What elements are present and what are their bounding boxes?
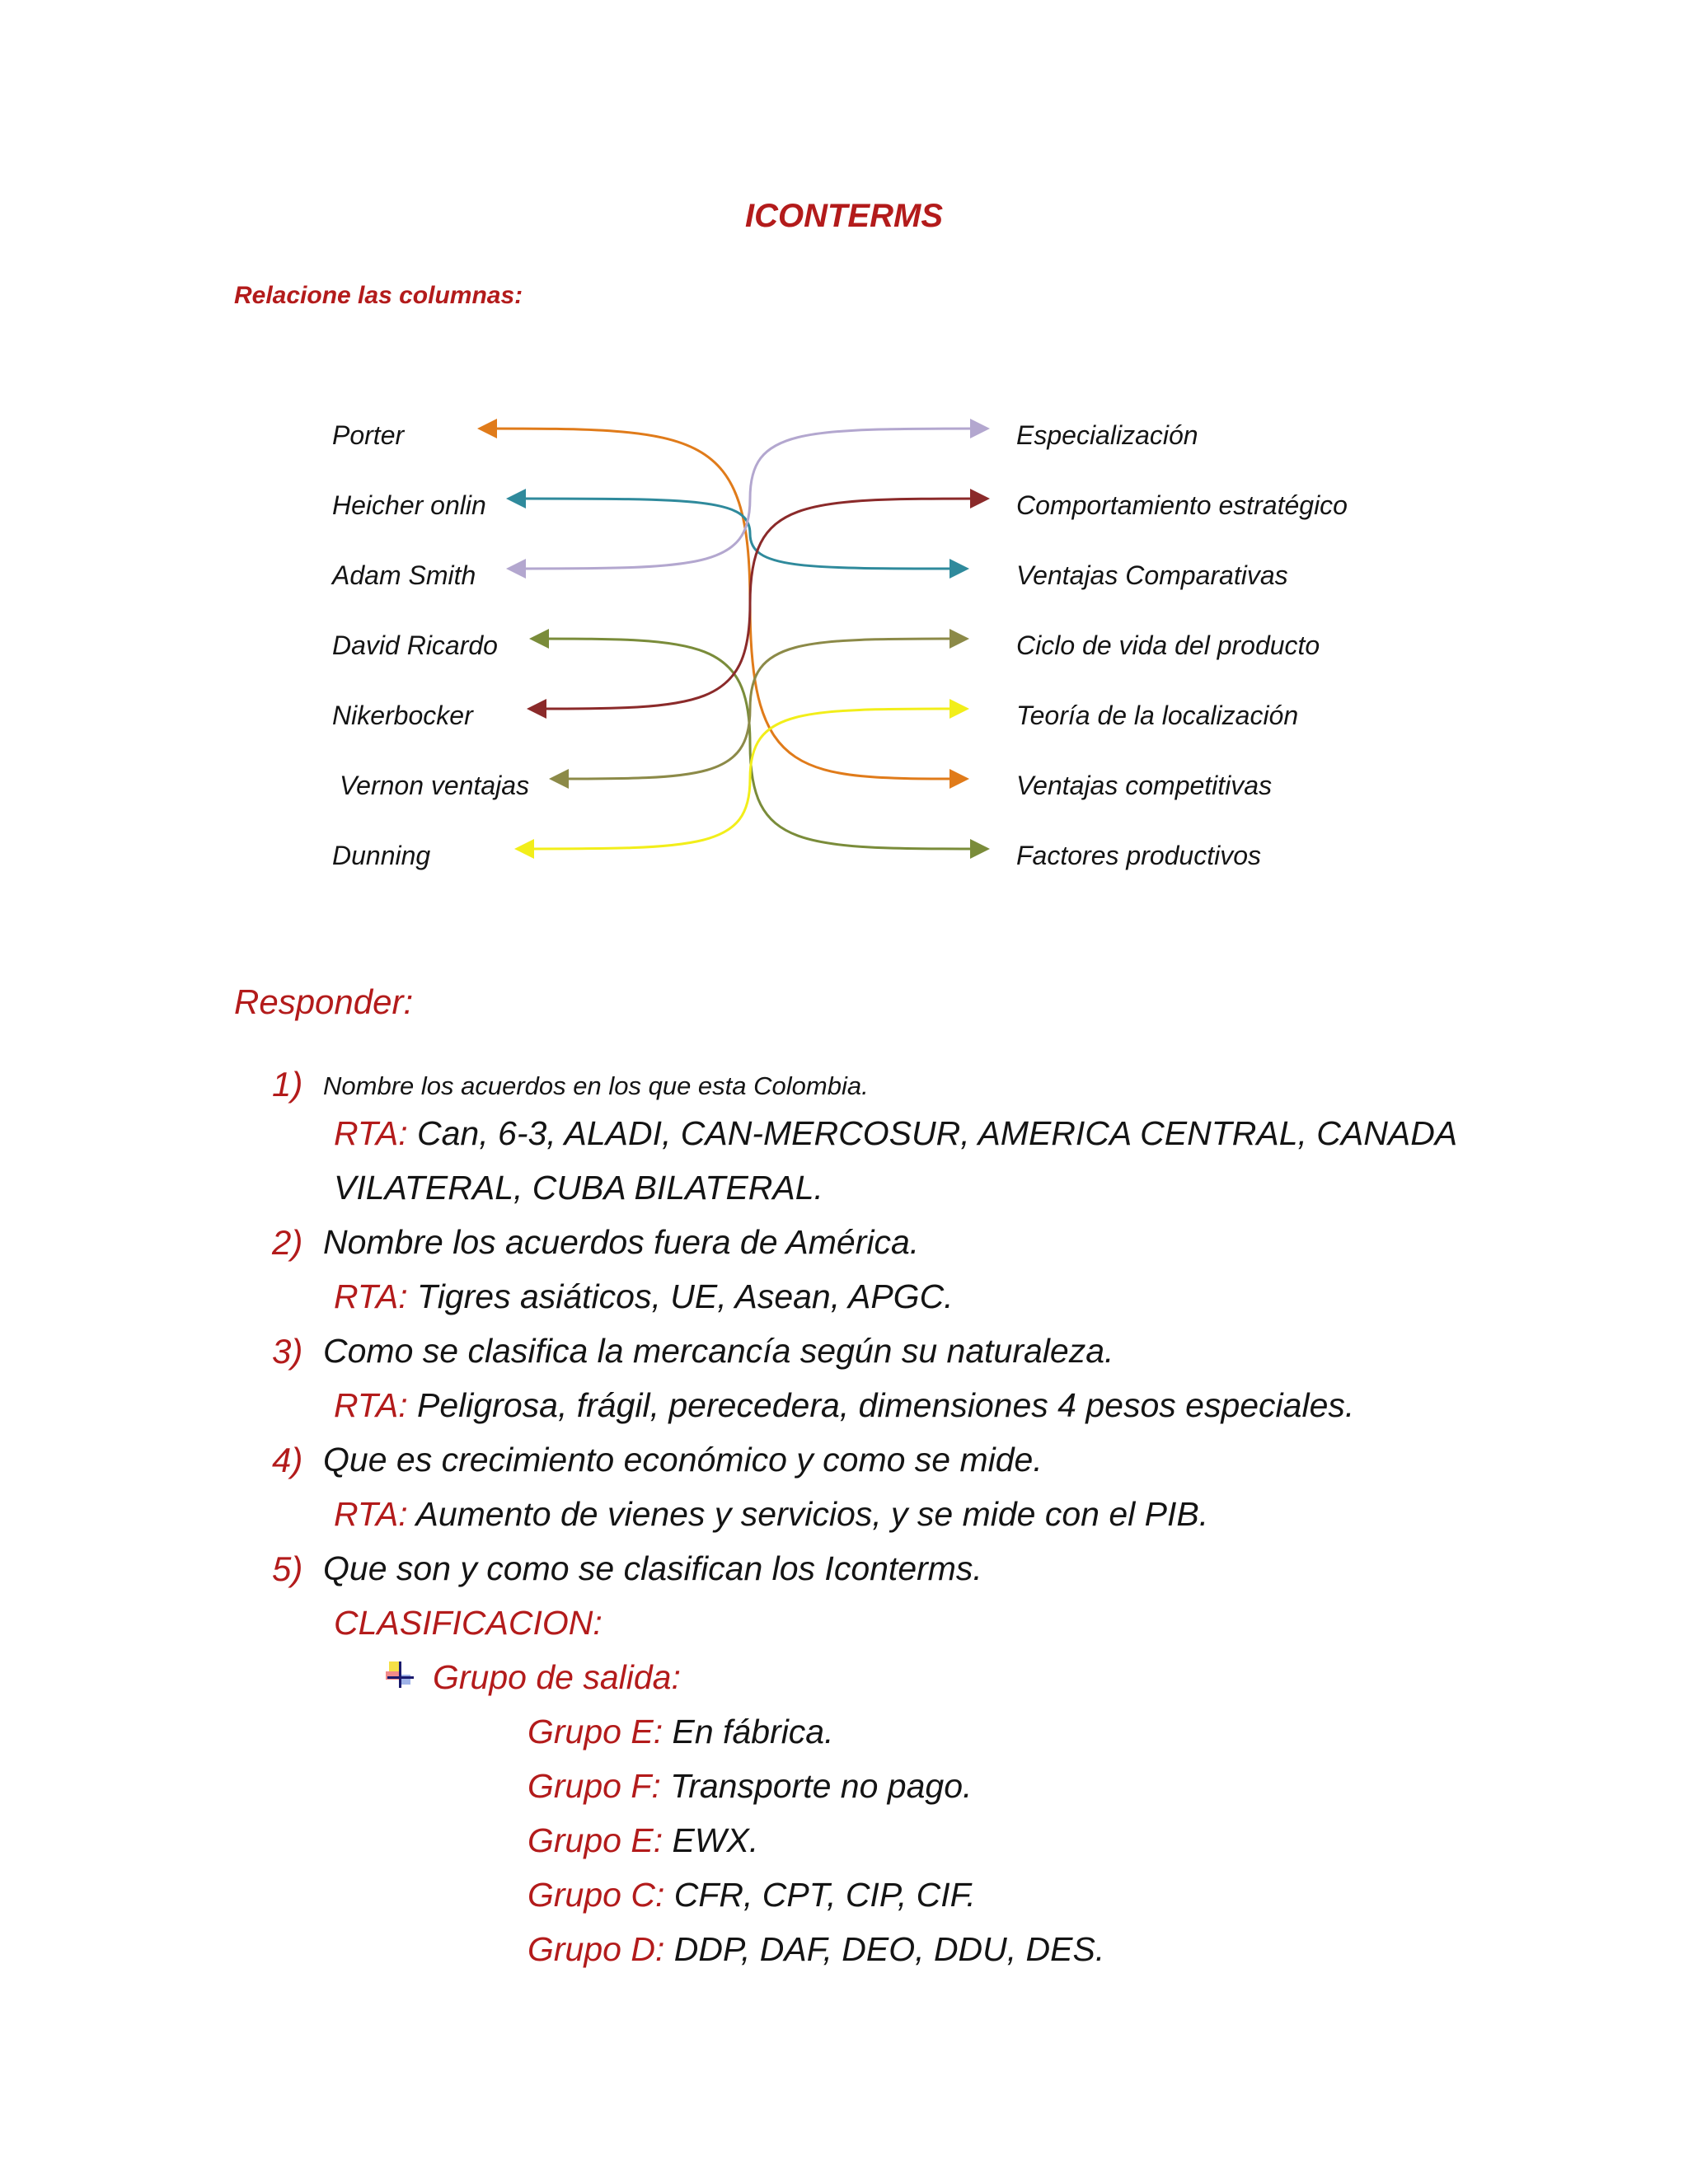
group-label: Grupo F: [528, 1767, 661, 1805]
page-title: ICONTERMS [745, 198, 943, 234]
question-text: Que son y como se clasifican los Iconterms. [323, 1549, 982, 1587]
rta-label: RTA: [334, 1495, 408, 1533]
left-item-heicher: Heicher onlin [332, 490, 486, 520]
right-item-factores: Factores productivos [1016, 841, 1262, 870]
group-value: DDP, DAF, DEO, DDU, DES. [673, 1930, 1105, 1968]
right-item-ventajas-competitivas: Ventajas competitivas [1016, 771, 1273, 800]
connector-porter [482, 429, 964, 779]
group-label: Grupo E: [528, 1821, 663, 1859]
answer-text: Aumento de vienes y servicios, y se mide con el PIB. [415, 1495, 1209, 1533]
right-item-ciclo-vida: Ciclo de vida del producto [1016, 630, 1320, 660]
answer-line [334, 1386, 1354, 1425]
group-row [528, 1713, 834, 1751]
question-number: 5) [272, 1549, 303, 1588]
subtitle: Relacione las columnas: [234, 282, 523, 309]
question-number: 2) [272, 1223, 303, 1262]
group-title: Grupo de salida: [433, 1658, 681, 1696]
question-number: 1) [272, 1065, 303, 1104]
group-value: CFR, CPT, CIP, CIF. [673, 1876, 976, 1914]
left-item-adam-smith: Adam Smith [332, 560, 476, 590]
right-item-comportamiento: Comportamiento estratégico [1016, 490, 1348, 520]
connector-heicher-onlin [511, 499, 964, 569]
left-item-vernon: Vernon ventajas [340, 771, 530, 800]
answer-text: Tigres asiáticos, UE, Asean, APGC. [417, 1277, 954, 1315]
left-item-david-ricardo: David Ricardo [332, 630, 498, 660]
left-item-nikerbocker: Nikerbocker [332, 701, 473, 730]
group-label: Grupo E: [528, 1713, 663, 1750]
group-row [528, 1767, 972, 1806]
rta-label: RTA: [334, 1114, 408, 1152]
answer-line [334, 1495, 1208, 1534]
clasificacion-heading: CLASIFICACION: [334, 1604, 603, 1642]
answer-text: Can, 6-3, ALADI, CAN-MERCOSUR, AMERICA CENTRAL, CANADA [417, 1114, 1458, 1152]
group-value: En fábrica. [672, 1713, 834, 1750]
group-row [528, 1930, 1104, 1969]
group-row [528, 1821, 758, 1860]
rta-label: RTA: [334, 1277, 408, 1315]
right-item-teoria-localizacion: Teoría de la localización [1016, 701, 1299, 730]
rta-label: RTA: [334, 1386, 408, 1424]
group-label: Grupo D: [528, 1930, 665, 1968]
answer-line [334, 1277, 954, 1316]
group-value: EWX. [672, 1821, 759, 1859]
question-text: Nombre los acuerdos fuera de América. [323, 1223, 920, 1261]
responder-heading: Responder: [234, 982, 414, 1021]
answer-line [334, 1114, 1457, 1153]
question-text: Que es crecimiento económico y como se mide. [323, 1441, 1043, 1479]
right-item-especializacion: Especialización [1016, 420, 1198, 450]
question-text: Como se clasifica la mercancía según su naturaleza. [323, 1332, 1114, 1370]
group-label: Grupo C: [528, 1876, 665, 1914]
left-item-dunning: Dunning [332, 841, 431, 870]
question-number: 3) [272, 1332, 303, 1371]
left-item-porter: Porter [332, 420, 405, 450]
group-value: Transporte no pago. [670, 1767, 973, 1805]
question-number: 4) [272, 1441, 303, 1479]
matching-connectors [0, 0, 1688, 948]
connector-nikerbocker [532, 499, 985, 709]
right-item-ventajas-comparativas: Ventajas Comparativas [1016, 560, 1288, 590]
question-text: Nombre los acuerdos en los que esta Colombia. [323, 1071, 869, 1100]
colored-bullet-icon [384, 1658, 417, 1691]
group-row [528, 1876, 976, 1915]
answer-text-continued: VILATERAL, CUBA BILATERAL. [334, 1169, 823, 1207]
answer-text: Peligrosa, frágil, perecedera, dimensiones 4 pesos especiales. [417, 1386, 1355, 1424]
